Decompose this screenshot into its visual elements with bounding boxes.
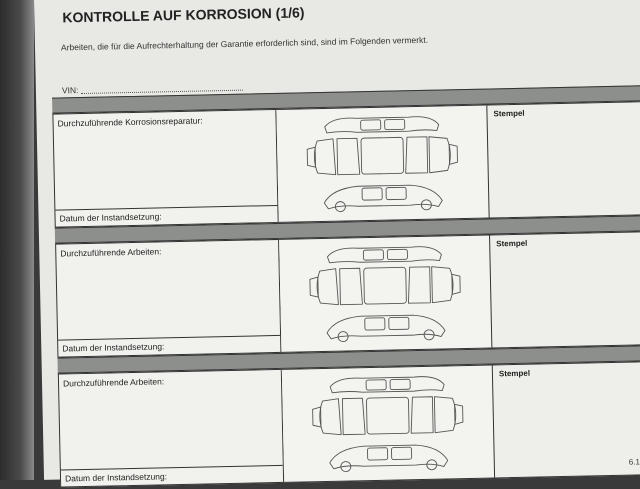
inspection-section	[58, 361, 640, 488]
work-label: Durchzuführende Arbeiten:	[60, 246, 162, 259]
stamp-label: Stempel	[496, 238, 528, 249]
page-title: KONTROLLE AUF KORROSION (1/6)	[62, 4, 305, 26]
date-label: Datum der Instandsetzung:	[64, 471, 168, 484]
inspection-table	[52, 85, 640, 487]
work-label: Durchzuführende Arbeiten:	[62, 376, 165, 389]
work-description-field[interactable]	[55, 239, 281, 358]
date-label: Datum der Instandsetzung:	[59, 211, 162, 224]
car-diagram-cell[interactable]	[282, 364, 494, 482]
inspection-section	[55, 231, 640, 358]
page-subtitle: Arbeiten, die für die Aufrechterhaltung der Garantie erforderlich sind, sind im Folgenden vermerkt.	[60, 34, 429, 53]
car-body-diagram-icon	[282, 365, 494, 483]
car-diagram-cell[interactable]	[276, 105, 488, 223]
work-label: Durchzuführende Korrosionsreparatur:	[57, 115, 203, 129]
repair-date-field[interactable]	[55, 205, 277, 227]
date-label: Datum der Instandsetzung:	[62, 341, 165, 354]
car-body-diagram-icon	[276, 106, 488, 224]
work-description-field[interactable]	[58, 369, 284, 488]
stamp-label: Stempel	[493, 108, 525, 119]
vin-label: VIN:	[61, 85, 79, 96]
work-description-field[interactable]	[52, 109, 278, 228]
repair-date-field[interactable]	[61, 465, 283, 487]
page-number: 6.1	[628, 457, 640, 467]
car-diagram-cell[interactable]	[279, 235, 491, 353]
repair-date-field[interactable]	[58, 335, 280, 357]
inspection-section	[52, 101, 640, 228]
stamp-field[interactable]	[489, 231, 640, 348]
stamp-label: Stempel	[498, 368, 531, 379]
car-body-diagram-icon	[279, 236, 491, 354]
document-page	[34, 0, 640, 484]
stamp-field[interactable]	[486, 101, 640, 218]
binder-edge	[0, 0, 34, 480]
stamp-field[interactable]	[492, 361, 640, 478]
